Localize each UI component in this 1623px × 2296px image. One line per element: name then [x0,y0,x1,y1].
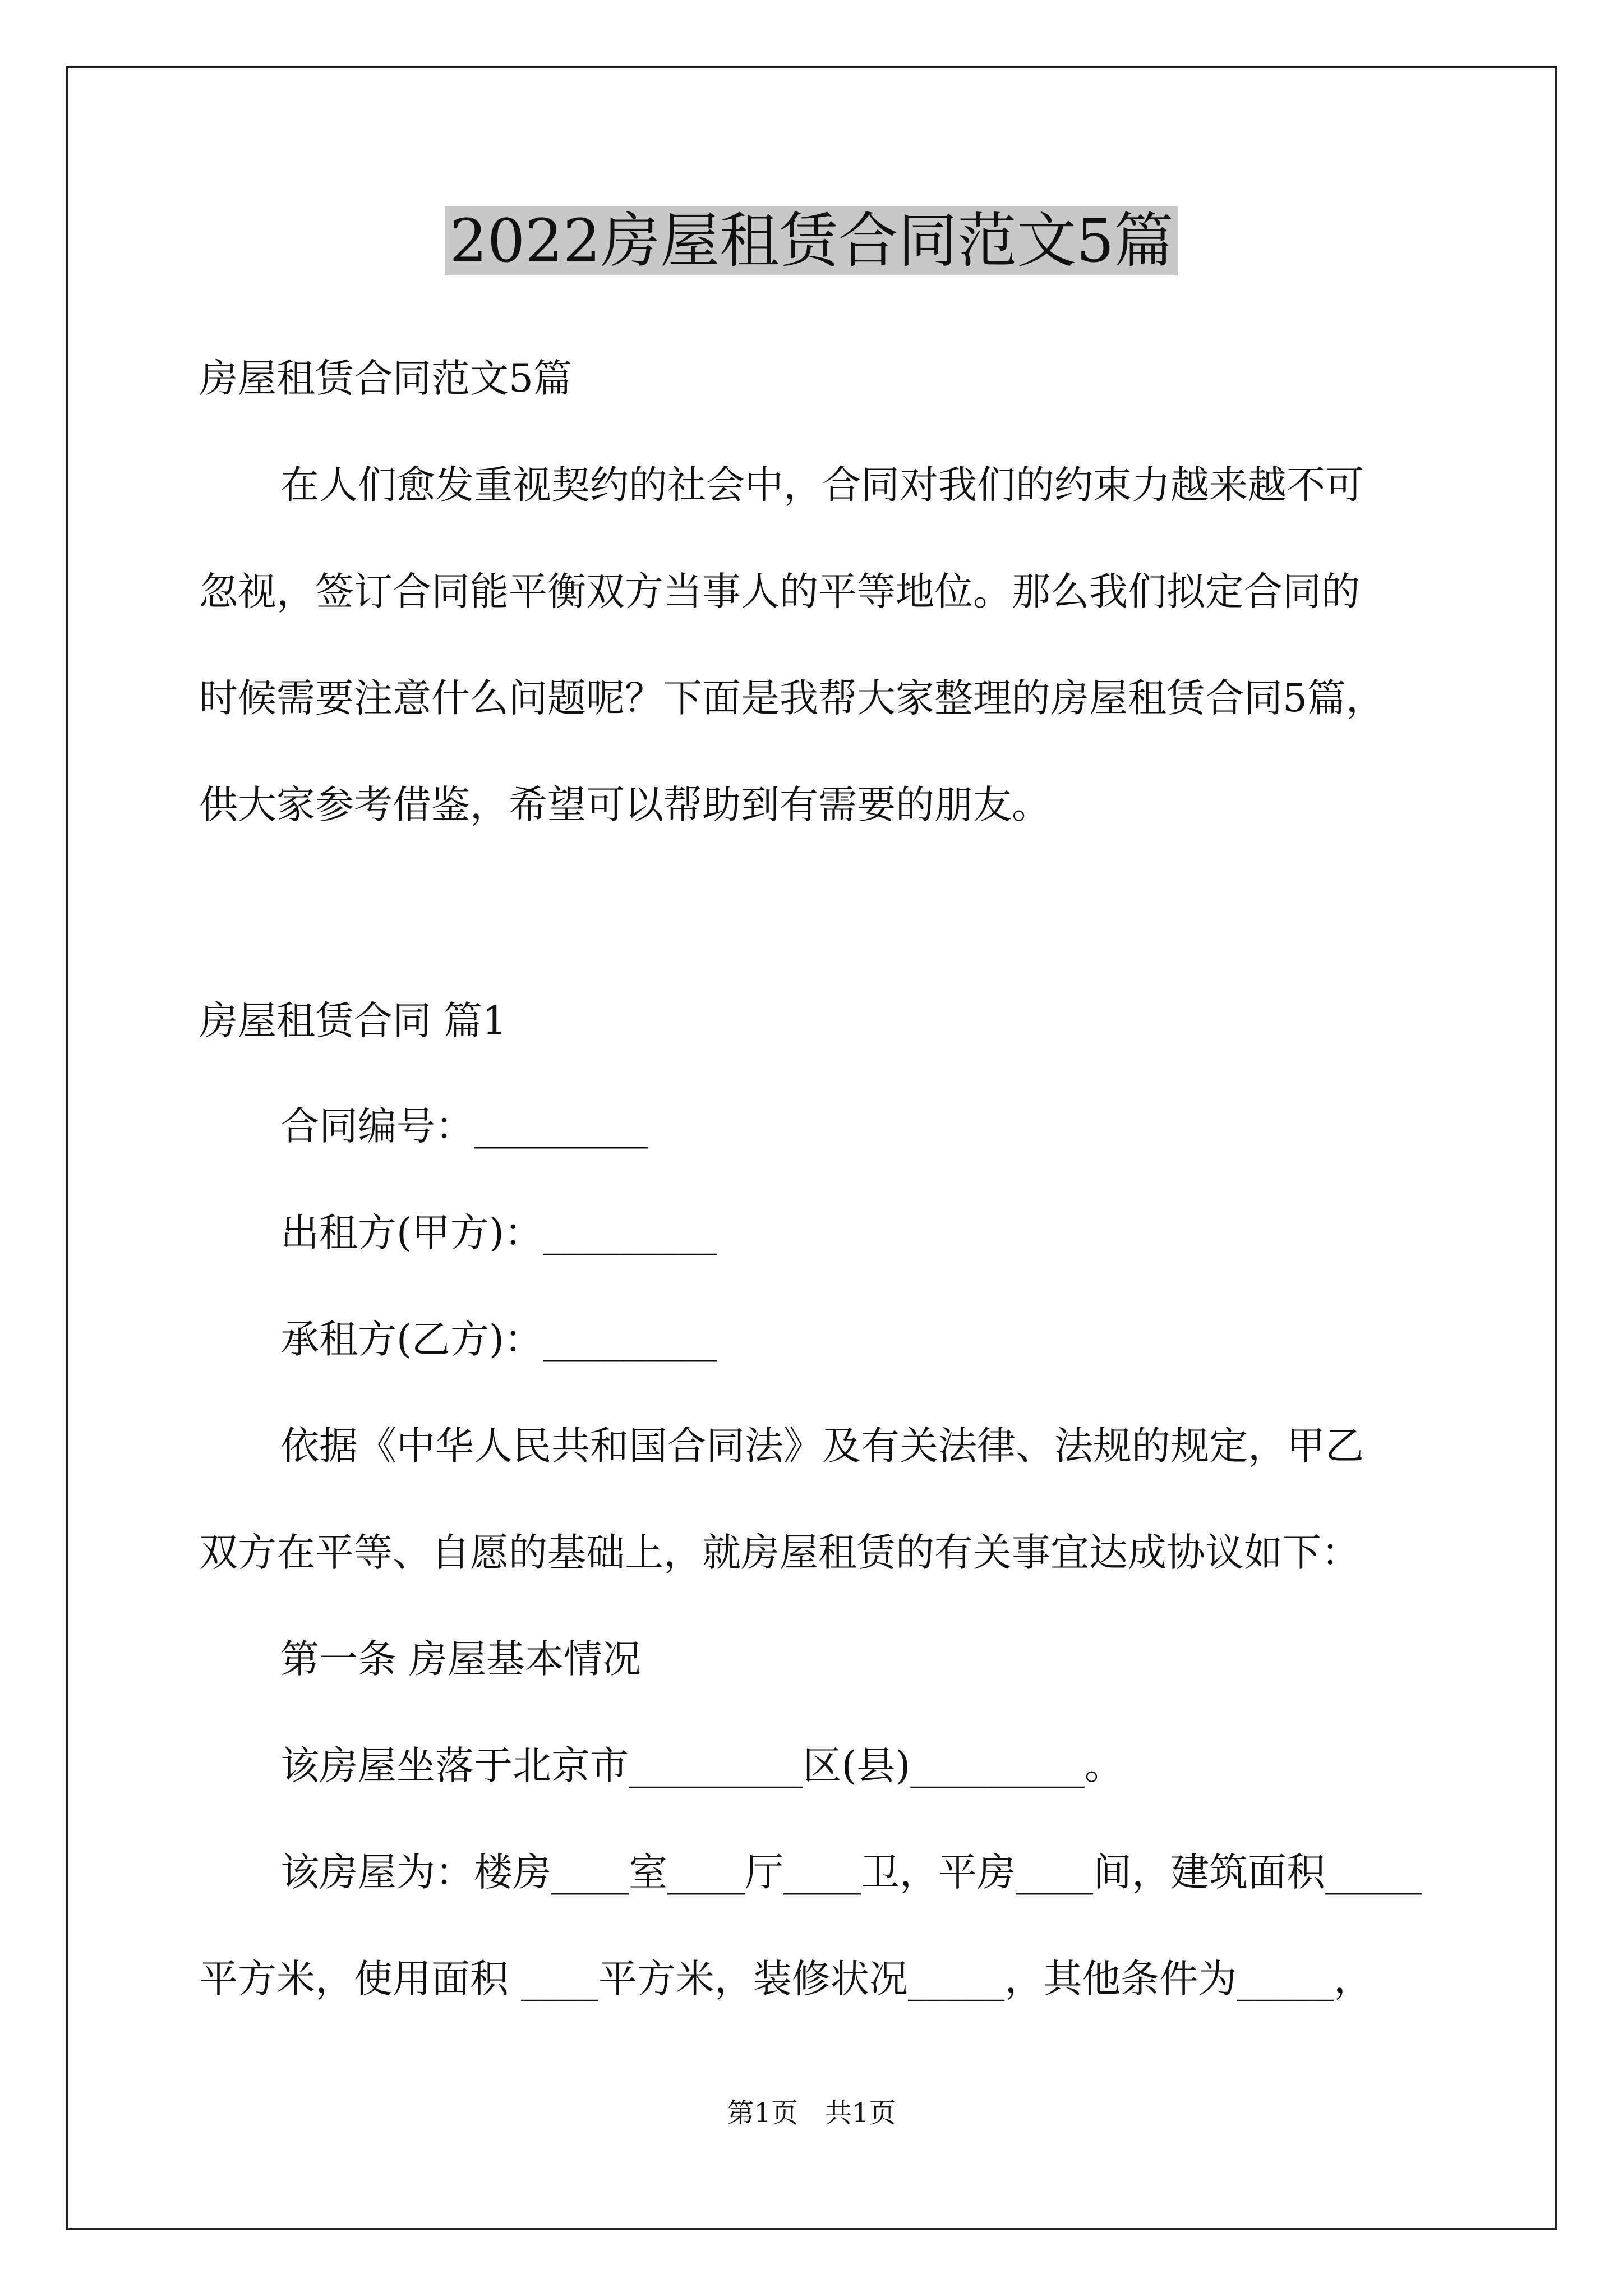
lessee-field: 承租方(乙方)：_________ [280,1317,717,1362]
document-title-text: 2022房屋租赁合同范文5篇 [445,206,1178,275]
contract-number-field: 合同编号：_________ [280,1104,648,1149]
page-footer: 第1页 共1页 [727,2097,896,2129]
section-heading: 房屋租赁合同 篇1 [199,999,507,1043]
article-1-location: 该房屋坐落于北京市_________区(县)_________。 [280,1743,1123,1788]
document-title [0,202,1623,280]
article-1-details-line-1: 该房屋为：楼房____室____厅____卫，平房____间，建筑面积_____ [280,1850,1422,1895]
intro-line-4: 供大家参考借鉴，希望可以帮助到有需要的朋友。 [199,783,1050,827]
article-1-details-line-2: 平方米，使用面积 ____平方米，装修状况_____，其他条件为_____， [199,1957,1372,2001]
article-1-heading: 第一条 房屋基本情况 [280,1637,641,1682]
intro-line-2: 忽视，签订合同能平衡双方当事人的平等地位。那么我们拟定合同的 [199,569,1360,614]
basis-line-2: 双方在平等、自愿的基础上，就房屋租赁的有关事宜达成协议如下： [199,1530,1360,1575]
intro-line-1: 在人们愈发重视契约的社会中，合同对我们的约束力越来越不可 [280,463,1364,508]
lessor-field: 出租方(甲方)：_________ [280,1211,717,1255]
intro-line-3: 时候需要注意什么问题呢？下面是我帮大家整理的房屋租赁合同5篇， [199,676,1385,721]
basis-line-1: 依据《中华人民共和国合同法》及有关法律、法规的规定，甲乙 [280,1424,1364,1469]
subtitle: 房屋租赁合同范文5篇 [199,356,572,401]
